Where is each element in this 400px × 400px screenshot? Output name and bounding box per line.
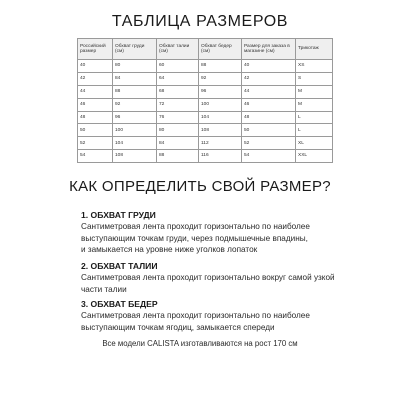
- section-line: и замыкается на уровне ниже уголков лопаток: [81, 245, 258, 254]
- table-cell: XXL: [296, 150, 333, 163]
- table-cell: L: [296, 124, 333, 137]
- table-cell: 42: [242, 72, 296, 85]
- table-cell: S: [296, 72, 333, 85]
- table-cell: 40: [78, 60, 113, 73]
- table-cell: 46: [242, 98, 296, 111]
- section-heading: 3. ОБХВАТ БЕДЕР: [81, 299, 158, 309]
- table-cell: 44: [242, 85, 296, 98]
- table-cell: 112: [199, 137, 242, 150]
- table-cell: 72: [157, 98, 199, 111]
- table-cell: 84: [157, 137, 199, 150]
- section-hips: [81, 299, 341, 333]
- table-cell: 50: [242, 124, 296, 137]
- section-line: Сантиметровая лента проходит горизонтально по наиболее: [81, 222, 310, 231]
- table-cell: 50: [78, 124, 113, 137]
- header-waist: Обхват талии (см): [157, 39, 199, 60]
- table-cell: 108: [199, 124, 242, 137]
- table-cell: 60: [157, 60, 199, 73]
- table-cell: L: [296, 111, 333, 124]
- table-cell: 42: [78, 72, 113, 85]
- table-row: [78, 137, 333, 150]
- table-row: [78, 85, 333, 98]
- section-heading: 1. ОБХВАТ ГРУДИ: [81, 210, 156, 220]
- table-cell: 96: [199, 85, 242, 98]
- table-cell: 104: [199, 111, 242, 124]
- page-title: ТАБЛИЦА РАЗМЕРОВ: [111, 13, 289, 30]
- header-russian-size: Российский размер: [78, 39, 113, 60]
- header-order-size: Размер для заказа в магазине (см): [242, 39, 296, 60]
- table-cell: 88: [113, 85, 157, 98]
- section-line: выступающим точкам груди, через подмышечные впадины,: [81, 233, 308, 243]
- table-row: [78, 111, 333, 124]
- footer-note: Все модели CALISTA изготавливаются на рост 170 см: [102, 339, 298, 348]
- table-cell: 54: [242, 150, 296, 163]
- header-chest: Обхват груди (см): [113, 39, 157, 60]
- table-cell: 96: [113, 111, 157, 124]
- table-cell: XS: [296, 60, 333, 73]
- size-table-body: [78, 60, 333, 163]
- section-line: Сантиметровая лента проходит горизонтально вокруг самой узкой: [81, 273, 335, 282]
- section-line: части талии: [81, 284, 127, 294]
- table-cell: 52: [78, 137, 113, 150]
- table-cell: M: [296, 85, 333, 98]
- size-table-header: [78, 39, 333, 60]
- table-cell: 92: [199, 72, 242, 85]
- table-cell: 92: [113, 98, 157, 111]
- section-line: Сантиметровая лента проходит горизонтально по наиболее: [81, 311, 310, 320]
- table-row: [78, 124, 333, 137]
- table-cell: 48: [78, 111, 113, 124]
- table-cell: 80: [113, 60, 157, 73]
- table-cell: 40: [242, 60, 296, 73]
- table-row: [78, 72, 333, 85]
- table-row: [78, 98, 333, 111]
- table-cell: M: [296, 98, 333, 111]
- how-to-title: КАК ОПРЕДЕЛИТЬ СВОЙ РАЗМЕР?: [69, 178, 331, 195]
- table-cell: 54: [78, 150, 113, 163]
- table-cell: 116: [199, 150, 242, 163]
- table-cell: 48: [242, 111, 296, 124]
- table-cell: 68: [157, 85, 199, 98]
- table-cell: 52: [242, 137, 296, 150]
- table-cell: 80: [157, 124, 199, 137]
- table-cell: 84: [113, 72, 157, 85]
- table-cell: 100: [113, 124, 157, 137]
- table-cell: 76: [157, 111, 199, 124]
- header-knitwear: Трикотаж: [296, 39, 333, 60]
- table-row: [78, 150, 333, 163]
- section-chest: [81, 210, 341, 256]
- header-hips: Обхват бедер (см): [199, 39, 242, 60]
- header-row: [78, 39, 333, 60]
- table-cell: 88: [199, 60, 242, 73]
- section-line: выступающим точкам ягодиц, замыкается спереди: [81, 322, 275, 332]
- section-waist: [81, 261, 341, 295]
- table-cell: 100: [199, 98, 242, 111]
- table-cell: 104: [113, 137, 157, 150]
- table-row: [78, 60, 333, 73]
- table-cell: 44: [78, 85, 113, 98]
- table-cell: 64: [157, 72, 199, 85]
- table-cell: XL: [296, 137, 333, 150]
- table-cell: 108: [113, 150, 157, 163]
- size-table: [77, 38, 333, 163]
- section-heading: 2. ОБХВАТ ТАЛИИ: [81, 261, 158, 271]
- table-cell: 46: [78, 98, 113, 111]
- table-cell: 88: [157, 150, 199, 163]
